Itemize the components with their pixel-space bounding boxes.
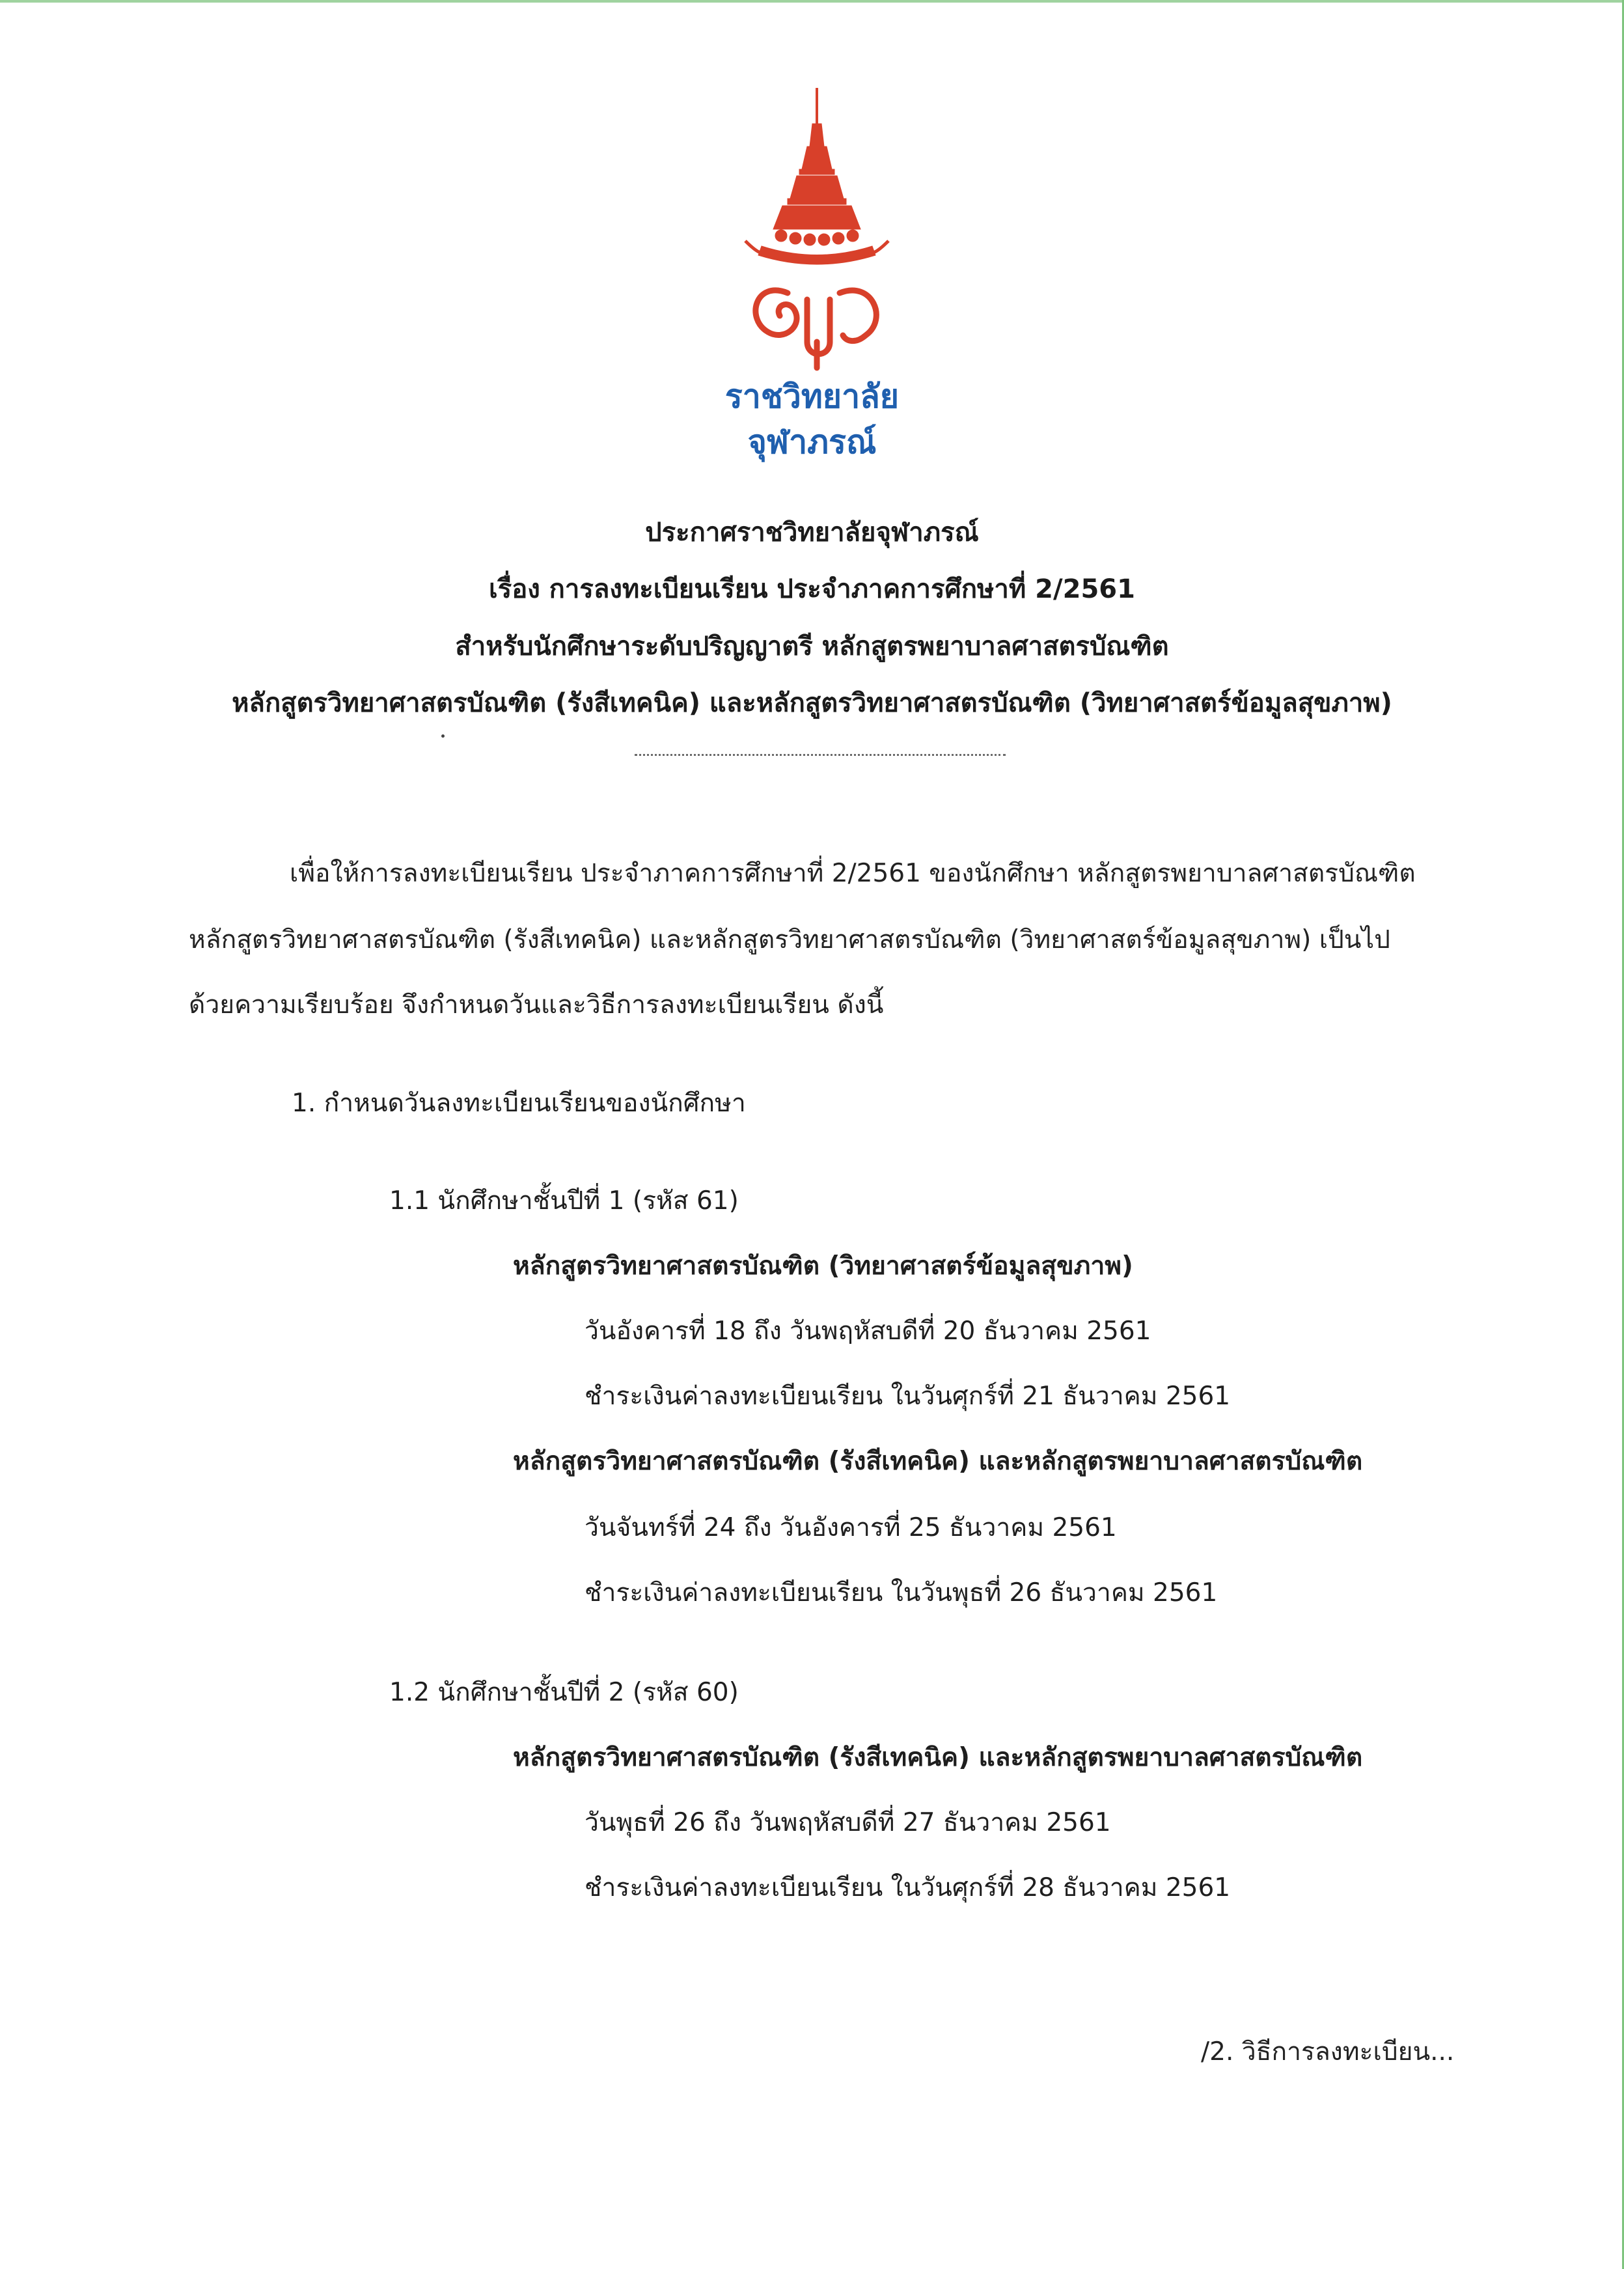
scan-speck (441, 734, 445, 738)
registration-dates-a: วันอังคารที่ 18 ถึง วันพฤหัสบดีที่ 20 ธันวาคม 2561 (585, 1316, 1151, 1346)
announcement-title: ประกาศราชวิทยาลัยจุฬาภรณ์ (645, 518, 979, 548)
section-1-2-heading: 1.2 นักศึกษาชั้นปีที่ 2 (รหัส 60) (389, 1678, 739, 1707)
registration-dates-b: วันจันทร์ที่ 24 ถึง วันอังคารที่ 25 ธันวาคม 2561 (585, 1513, 1117, 1542)
intro-line-2: หลักสูตรวิทยาศาสตรบัณฑิต (รังสีเทคนิค) และหลักสูตรวิทยาศาสตรบัณฑิต (วิทยาศาสตร์ข้อมูลสุขภาพ) เป็นไป (189, 925, 1390, 954)
logo-name-line2: จุฬาภรณ์ (747, 423, 877, 461)
announcement-programs: หลักสูตรวิทยาศาสตรบัณฑิต (รังสีเทคนิค) และหลักสูตรวิทยาศาสตรบัณฑิต (วิทยาศาสตร์ข้อมูลสุขภาพ) (232, 688, 1392, 718)
scan-edge-top (0, 0, 1624, 3)
college-emblem-logo (742, 85, 892, 371)
page-continuation-note: /2. วิธีการลงทะเบียน... (1201, 2037, 1455, 2067)
logo-name-line1: ราชวิทยาลัย (724, 378, 900, 415)
section-1-heading: 1. กำหนดวันลงทะเบียนเรียนของนักศึกษา (292, 1089, 746, 1118)
section-1-1-heading: 1.1 นักศึกษาชั้นปีที่ 1 (รหัส 61) (389, 1186, 739, 1216)
intro-line-3: ด้วยความเรียบร้อย จึงกำหนดวันและวิธีการลงทะเบียนเรียน ดังนี้ (189, 990, 884, 1020)
registration-dates-year2: วันพุธที่ 26 ถึง วันพฤหัสบดีที่ 27 ธันวาคม 2561 (585, 1808, 1111, 1837)
announcement-audience: สำหรับนักศึกษาระดับปริญญาตรี หลักสูตรพยาบาลศาสตรบัณฑิต (455, 632, 1169, 661)
program-health-data-science: หลักสูตรวิทยาศาสตรบัณฑิต (วิทยาศาสตร์ข้อมูลสุขภาพ) (513, 1251, 1133, 1281)
program-radiology-nursing: หลักสูตรวิทยาศาสตรบัณฑิต (รังสีเทคนิค) และหลักสูตรพยาบาลศาสตรบัณฑิต (513, 1447, 1363, 1476)
payment-date-a: ชำระเงินค่าลงทะเบียนเรียน ในวันศุกร์ที่ 21 ธันวาคม 2561 (585, 1382, 1231, 1411)
payment-date-year2: ชำระเงินค่าลงทะเบียนเรียน ในวันศุกร์ที่ 28 ธันวาคม 2561 (585, 1873, 1231, 1902)
announcement-subject: เรื่อง การลงทะเบียนเรียน ประจำภาคการศึกษาที่ 2/2561 (489, 574, 1135, 604)
payment-date-b: ชำระเงินค่าลงทะเบียนเรียน ในวันพุธที่ 26 ธันวาคม 2561 (585, 1578, 1218, 1608)
intro-line-1: เพื่อให้การลงทะเบียนเรียน ประจำภาคการศึกษาที่ 2/2561 ของนักศึกษา หลักสูตรพยาบาลศาสตรบัณฑิต (290, 859, 1416, 888)
program-radiology-nursing-year2: หลักสูตรวิทยาศาสตรบัณฑิต (รังสีเทคนิค) และหลักสูตรพยาบาลศาสตรบัณฑิต (513, 1743, 1363, 1772)
title-divider (635, 754, 1006, 756)
